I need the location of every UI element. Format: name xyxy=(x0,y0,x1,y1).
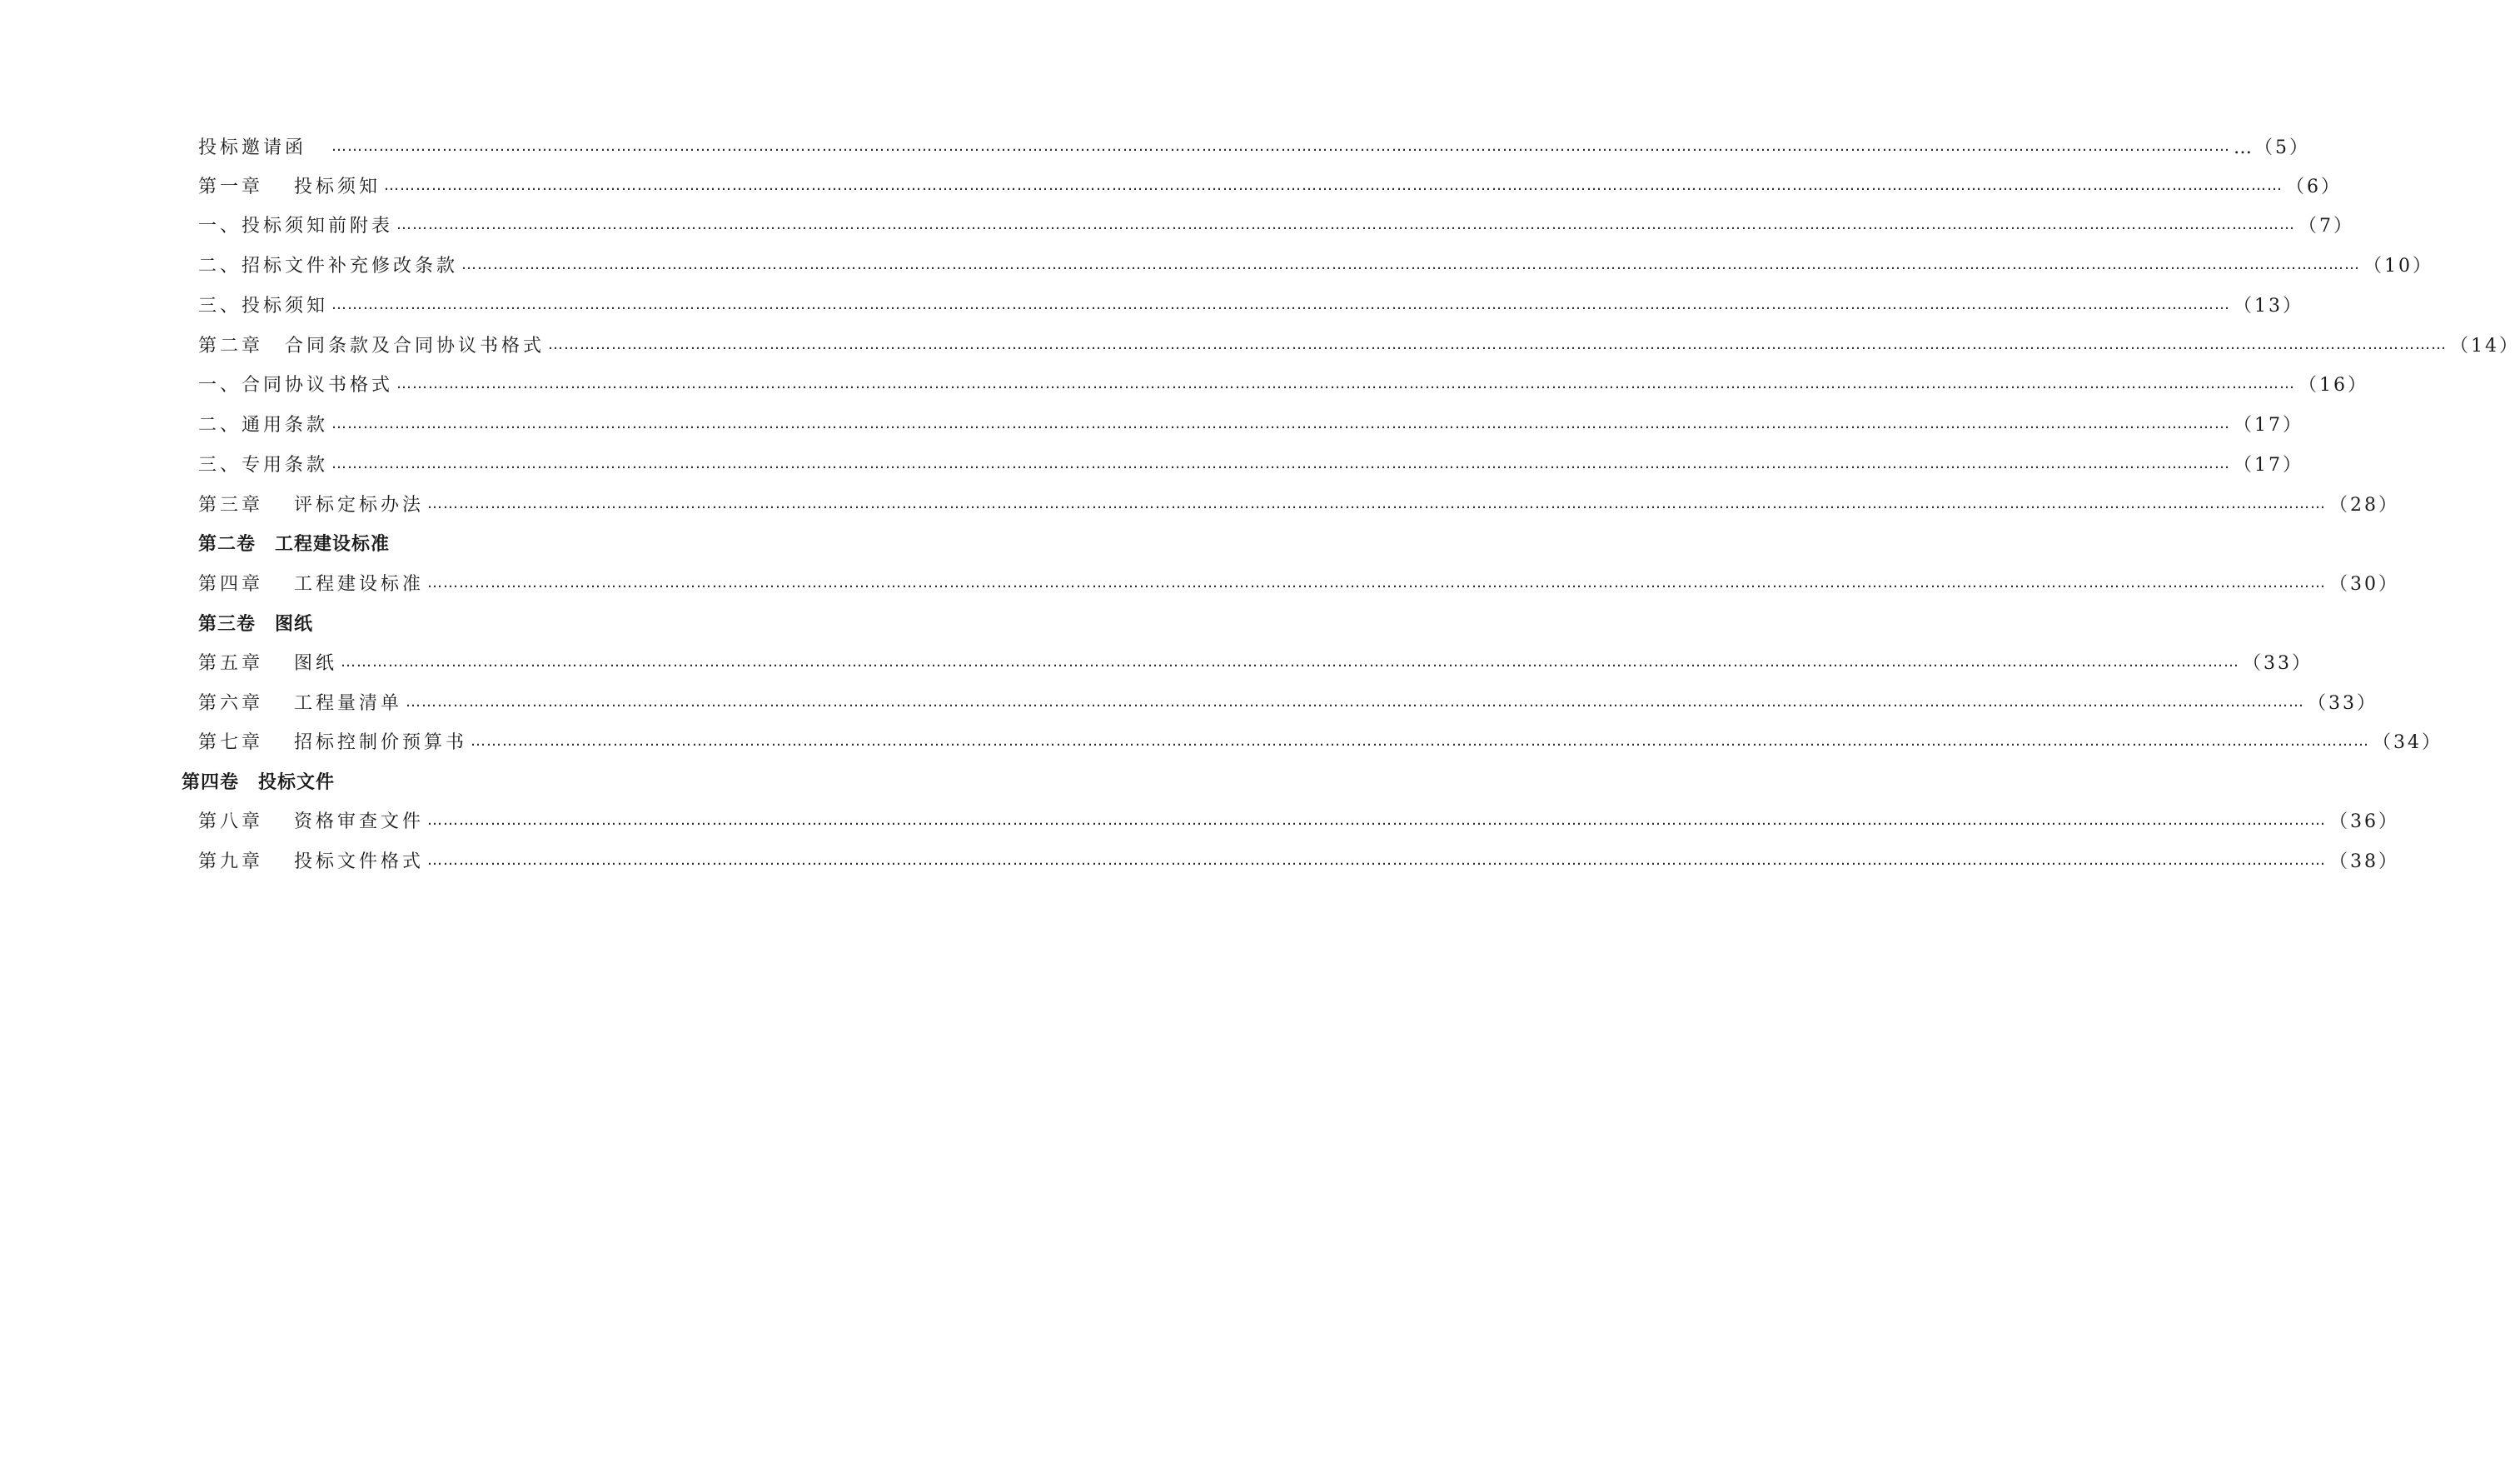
toc-entry-title: 第二章 合同条款及合同协议书格式 xyxy=(198,335,545,357)
toc-leader-dots: ……………………………………………………………………………………………………………………………………………………………………………………………………………………………………………………………………………………………………………………………… xyxy=(427,573,2326,591)
toc-entry-title: 第七章 招标控制价预算书 xyxy=(198,731,467,753)
toc-leader-dots: ……………………………………………………………………………………………………………………………………………………………………………………………………………………………………………………………………………………………………………………………… xyxy=(427,811,2326,829)
toc-entry xyxy=(198,449,2304,477)
toc-entry-title: 二、通用条款 xyxy=(198,414,329,436)
toc-leader-dots: ……………………………………………………………………………………………………………………………………………………………………………………………………………………………………………………………………………………………………………………………… xyxy=(331,137,2231,155)
toc-leader-dots: ……………………………………………………………………………………………………………………………………………………………………………………………………………………………………………………………………………………………………………………………… xyxy=(461,255,2361,273)
toc-entry-page: （36） xyxy=(2329,811,2399,832)
toc-entry xyxy=(198,369,2369,397)
toc-entry xyxy=(198,806,2399,834)
toc-entry xyxy=(198,290,2304,318)
toc-leader-dots: ……………………………………………………………………………………………………………………………………………………………………………………………………………………………………………………………………………………………………………………………… xyxy=(396,374,2296,392)
toc-entry xyxy=(198,568,2399,596)
toc-entry xyxy=(198,330,2520,358)
toc-entry-title: 第六章 工程量清单 xyxy=(198,692,402,714)
toc-leader-dots: ……………………………………………………………………………………………………………………………………………………………………………………………………………………………………………………………………………………………………………………………… xyxy=(331,454,2231,472)
toc-leader-dots: ……………………………………………………………………………………………………………………………………………………………………………………………………………………………………………………………………………………………………………………………… xyxy=(427,494,2326,512)
toc-entry-page: （16） xyxy=(2298,374,2369,396)
toc-entry-page: …（5） xyxy=(2234,137,2311,158)
toc-entry-page: （38） xyxy=(2329,851,2399,872)
toc-entry xyxy=(198,409,2304,437)
toc-entry-page: （14） xyxy=(2450,335,2520,357)
toc-entry xyxy=(198,489,2399,517)
toc-leader-dots: ……………………………………………………………………………………………………………………………………………………………………………………………………………………………………………………………………………………………………………………………… xyxy=(331,414,2231,432)
toc-entry-title: 第五章 图纸 xyxy=(198,652,337,674)
toc-entry xyxy=(198,171,2342,199)
toc-entry-page: （34） xyxy=(2373,731,2443,753)
toc-entry-page: （17） xyxy=(2234,414,2304,436)
toc-leader-dots: ……………………………………………………………………………………………………………………………………………………………………………………………………………………………………………………………………………………………………………………………… xyxy=(396,215,2296,233)
toc-entry xyxy=(198,210,2355,238)
toc-entry-title: 三、投标须知 xyxy=(198,295,329,317)
toc-entry-page: （10） xyxy=(2363,255,2434,277)
toc-entry-page: （17） xyxy=(2234,454,2304,476)
toc-entry-title: 一、合同协议书格式 xyxy=(198,374,394,396)
toc-entry-title: 第三章 评标定标办法 xyxy=(198,494,424,516)
toc-entry-page: （7） xyxy=(2298,215,2355,237)
toc-entry-page: （6） xyxy=(2286,176,2342,197)
toc-entry-title: 一、投标须知前附表 xyxy=(198,215,394,237)
toc-leader-dots: ……………………………………………………………………………………………………………………………………………………………………………………………………………………………………………………………………………………………………………………………… xyxy=(548,335,2448,353)
toc-entry-title: 投标邀请函 xyxy=(198,137,329,158)
toc-entry-page: （33） xyxy=(2308,692,2378,714)
toc-leader-dots: ……………………………………………………………………………………………………………………………………………………………………………………………………………………………………………………………………………………………………………………………… xyxy=(427,851,2326,869)
toc-entry-title: 三、专用条款 xyxy=(198,454,329,476)
toc-leader-dots: ……………………………………………………………………………………………………………………………………………………………………………………………………………………………………………………………………………………………………………………………… xyxy=(384,176,2283,194)
toc-entry xyxy=(198,846,2399,874)
toc-volume-heading: 第二卷 工程建设标准 xyxy=(198,533,391,555)
toc-entry xyxy=(198,687,2378,716)
toc-entry-title: 第九章 投标文件格式 xyxy=(198,851,424,872)
toc-entry xyxy=(198,132,2311,160)
toc-entry xyxy=(198,250,2434,278)
toc-leader-dots: ……………………………………………………………………………………………………………………………………………………………………………………………………………………………………………………………………………………………………………………………… xyxy=(406,692,2304,711)
toc-entry-page: （13） xyxy=(2234,295,2304,317)
toc-entry xyxy=(198,647,2313,676)
toc-entry-title: 第四章 工程建设标准 xyxy=(198,573,424,595)
toc-leader-dots: ……………………………………………………………………………………………………………………………………………………………………………………………………………………………………………………………………………………………………………………………… xyxy=(341,652,2239,671)
toc-entry-page: （28） xyxy=(2329,494,2399,516)
toc-volume-heading: 第四卷 投标文件 xyxy=(182,771,336,793)
toc-volume-heading: 第三卷 图纸 xyxy=(198,613,314,635)
toc-entry-page: （30） xyxy=(2329,573,2399,595)
toc-entry xyxy=(198,726,2443,755)
toc-entry-page: （33） xyxy=(2243,652,2313,674)
toc-entry-title: 二、招标文件补充修改条款 xyxy=(198,255,459,277)
toc-entry-title: 第八章 资格审查文件 xyxy=(198,811,424,832)
toc-entry-title: 第一章 投标须知 xyxy=(198,176,381,197)
toc-leader-dots: ……………………………………………………………………………………………………………………………………………………………………………………………………………………………………………………………………………………………………………………………… xyxy=(471,731,2369,750)
toc-leader-dots: ……………………………………………………………………………………………………………………………………………………………………………………………………………………………………………………………………………………………………………………………… xyxy=(331,295,2231,313)
